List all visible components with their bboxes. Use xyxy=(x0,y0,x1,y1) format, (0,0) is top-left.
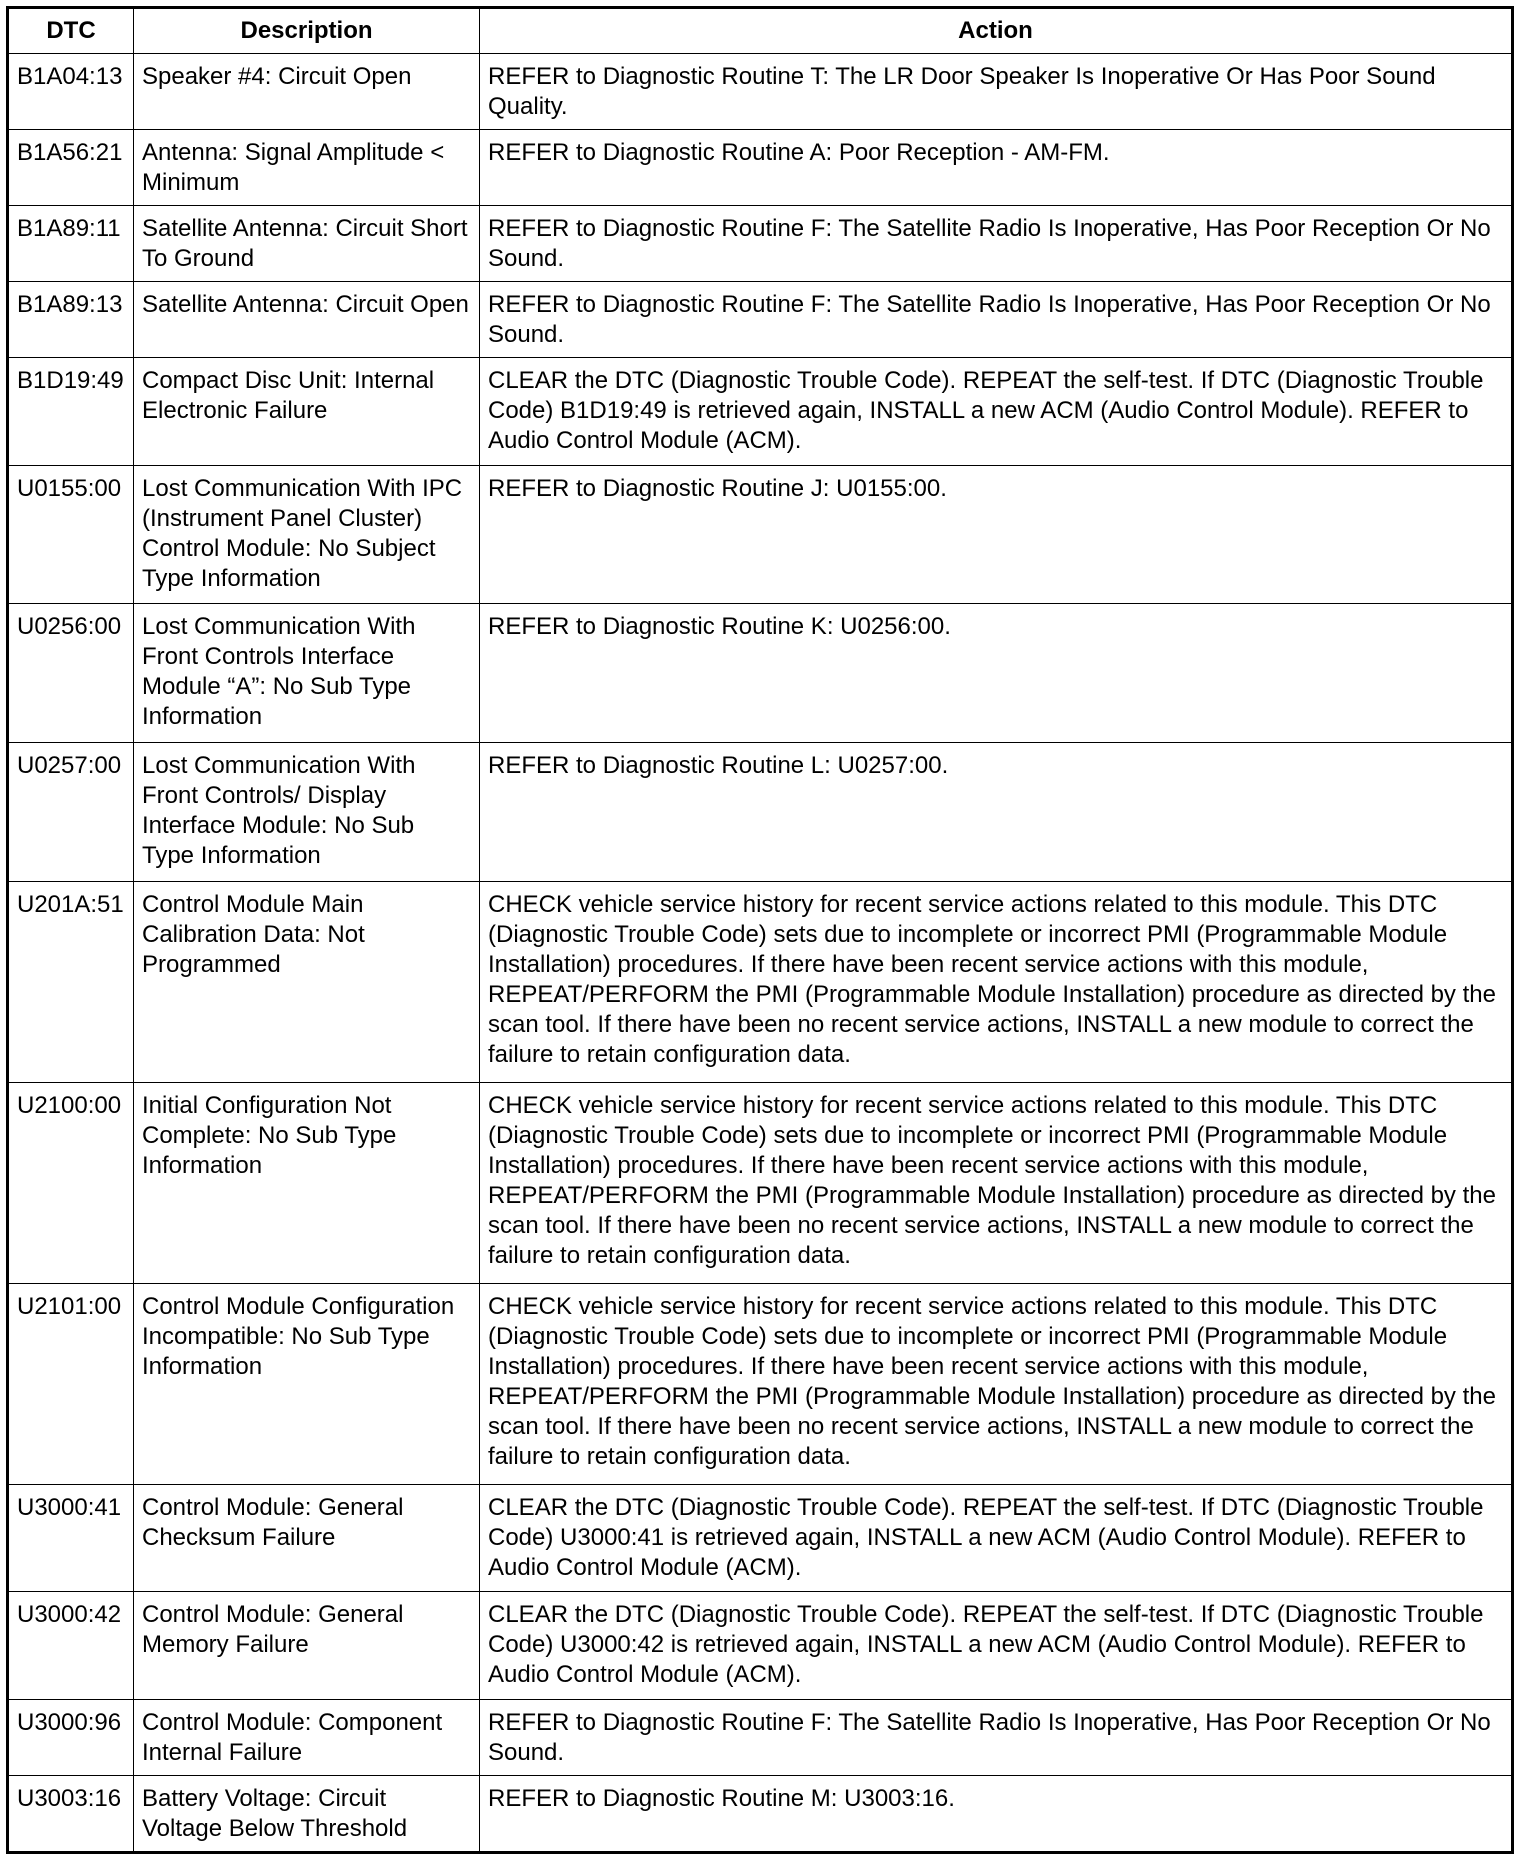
dtc-action: REFER to Diagnostic Routine K: U0256:00. xyxy=(480,604,1513,743)
header-action: Action xyxy=(480,8,1513,54)
dtc-code: U3000:96 xyxy=(8,1699,134,1775)
dtc-description: Control Module: General Memory Failure xyxy=(134,1592,480,1699)
dtc-action: CHECK vehicle service history for recent service actions related to this module. This DTC (Diagnostic Trouble Code) sets due to incomplete or incorrect PMI (Programmable Module Installation) procedures. If there have been recent service actions with this module, REPEAT/PERFORM the PMI (Programmable Module Installation) procedure as directed by the scan tool. If there have been no recent service actions, INSTALL a new module to correct the failure to retain configuration data. xyxy=(480,881,1513,1082)
dtc-code: B1D19:49 xyxy=(8,358,134,465)
table-row xyxy=(8,1082,1513,1283)
dtc-code: U2100:00 xyxy=(8,1082,134,1283)
table-row xyxy=(8,1485,1513,1592)
table-row xyxy=(8,358,1513,465)
dtc-code: B1A89:13 xyxy=(8,282,134,358)
table-row xyxy=(8,742,1513,881)
header-dtc: DTC xyxy=(8,8,134,54)
dtc-code: U3003:16 xyxy=(8,1775,134,1852)
dtc-description: Lost Communication With Front Controls/ Display Interface Module: No Sub Type Information xyxy=(134,742,480,881)
dtc-code: B1A89:11 xyxy=(8,206,134,282)
dtc-description: Compact Disc Unit: Internal Electronic Failure xyxy=(134,358,480,465)
dtc-code: U0155:00 xyxy=(8,465,134,604)
dtc-code: U2101:00 xyxy=(8,1283,134,1484)
table-row xyxy=(8,1592,1513,1699)
dtc-action: REFER to Diagnostic Routine F: The Satellite Radio Is Inoperative, Has Poor Reception Or No Sound. xyxy=(480,206,1513,282)
table-row xyxy=(8,1775,1513,1852)
dtc-description: Lost Communication With Front Controls Interface Module “A”: No Sub Type Information xyxy=(134,604,480,743)
table-row xyxy=(8,282,1513,358)
header-description: Description xyxy=(134,8,480,54)
dtc-action: CLEAR the DTC (Diagnostic Trouble Code). REPEAT the self-test. If DTC (Diagnostic Trouble Code) B1D19:49 is retrieved again, INSTALL a new ACM (Audio Control Module). REFER to Audio Control Module (ACM). xyxy=(480,358,1513,465)
dtc-code: U201A:51 xyxy=(8,881,134,1082)
dtc-code: U0257:00 xyxy=(8,742,134,881)
table-row xyxy=(8,1283,1513,1484)
table-row xyxy=(8,465,1513,604)
dtc-description: Control Module: Component Internal Failure xyxy=(134,1699,480,1775)
dtc-description: Control Module Main Calibration Data: Not Programmed xyxy=(134,881,480,1082)
dtc-description: Antenna: Signal Amplitude < Minimum xyxy=(134,130,480,206)
table-row xyxy=(8,881,1513,1082)
dtc-action: REFER to Diagnostic Routine L: U0257:00. xyxy=(480,742,1513,881)
dtc-description: Speaker #4: Circuit Open xyxy=(134,54,480,130)
dtc-code: U3000:41 xyxy=(8,1485,134,1592)
dtc-code: B1A04:13 xyxy=(8,54,134,130)
dtc-action: REFER to Diagnostic Routine J: U0155:00. xyxy=(480,465,1513,604)
dtc-action: REFER to Diagnostic Routine M: U3003:16. xyxy=(480,1775,1513,1852)
table-row xyxy=(8,604,1513,743)
dtc-action: CLEAR the DTC (Diagnostic Trouble Code). REPEAT the self-test. If DTC (Diagnostic Trouble Code) U3000:41 is retrieved again, INSTALL a new ACM (Audio Control Module). REFER to Audio Control Module (ACM). xyxy=(480,1485,1513,1592)
dtc-action: CHECK vehicle service history for recent service actions related to this module. This DTC (Diagnostic Trouble Code) sets due to incomplete or incorrect PMI (Programmable Module Installation) procedures. If there have been recent service actions with this module, REPEAT/PERFORM the PMI (Programmable Module Installation) procedure as directed by the scan tool. If there have been no recent service actions, INSTALL a new module to correct the failure to retain configuration data. xyxy=(480,1082,1513,1283)
dtc-description: Initial Configuration Not Complete: No Sub Type Information xyxy=(134,1082,480,1283)
dtc-action: REFER to Diagnostic Routine A: Poor Reception - AM-FM. xyxy=(480,130,1513,206)
table-row xyxy=(8,1699,1513,1775)
table-row xyxy=(8,206,1513,282)
dtc-description: Satellite Antenna: Circuit Open xyxy=(134,282,480,358)
dtc-code: U0256:00 xyxy=(8,604,134,743)
dtc-description: Control Module Configuration Incompatible: No Sub Type Information xyxy=(134,1283,480,1484)
dtc-table xyxy=(6,6,1514,1854)
dtc-action: CHECK vehicle service history for recent service actions related to this module. This DTC (Diagnostic Trouble Code) sets due to incomplete or incorrect PMI (Programmable Module Installation) procedures. If there have been recent service actions with this module, REPEAT/PERFORM the PMI (Programmable Module Installation) procedure as directed by the scan tool. If there have been no recent service actions, INSTALL a new module to correct the failure to retain configuration data. xyxy=(480,1283,1513,1484)
dtc-code: B1A56:21 xyxy=(8,130,134,206)
dtc-action: REFER to Diagnostic Routine F: The Satellite Radio Is Inoperative, Has Poor Reception Or No Sound. xyxy=(480,282,1513,358)
table-header-row xyxy=(8,8,1513,54)
dtc-description: Lost Communication With IPC (Instrument Panel Cluster) Control Module: No Subject Type Information xyxy=(134,465,480,604)
dtc-action: REFER to Diagnostic Routine T: The LR Door Speaker Is Inoperative Or Has Poor Sound Quality. xyxy=(480,54,1513,130)
dtc-description: Satellite Antenna: Circuit Short To Ground xyxy=(134,206,480,282)
dtc-description: Control Module: General Checksum Failure xyxy=(134,1485,480,1592)
dtc-action: REFER to Diagnostic Routine F: The Satellite Radio Is Inoperative, Has Poor Reception Or No Sound. xyxy=(480,1699,1513,1775)
dtc-description: Battery Voltage: Circuit Voltage Below Threshold xyxy=(134,1775,480,1852)
dtc-action: CLEAR the DTC (Diagnostic Trouble Code). REPEAT the self-test. If DTC (Diagnostic Trouble Code) U3000:42 is retrieved again, INSTALL a new ACM (Audio Control Module). REFER to Audio Control Module (ACM). xyxy=(480,1592,1513,1699)
table-row xyxy=(8,130,1513,206)
table-row xyxy=(8,54,1513,130)
dtc-code: U3000:42 xyxy=(8,1592,134,1699)
